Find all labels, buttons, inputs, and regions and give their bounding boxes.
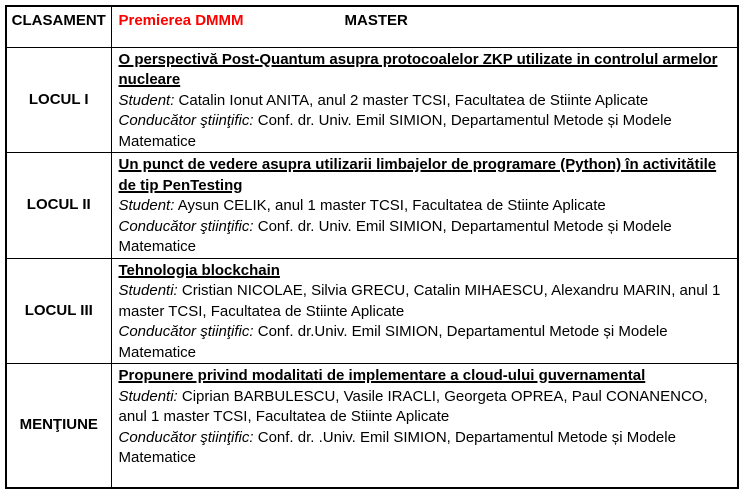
student-line — [119, 196, 732, 217]
advisor-names: Conf. dr. Univ. Emil SIMION, Departamentul Metode și Modele Matematice — [118, 112, 672, 150]
rank-label: LOCUL I — [6, 47, 111, 153]
student-line — [119, 281, 732, 322]
student-label: Student: — [118, 197, 175, 214]
table-row — [6, 364, 738, 488]
advisor-line — [119, 111, 732, 152]
entry-cell — [111, 47, 738, 153]
entry-cell — [111, 364, 738, 488]
entry-cell — [111, 258, 738, 364]
student-names: Aysun CELIK, anul 1 master TCSI, Facultatea de Stiinte Aplicate — [174, 197, 606, 214]
student-names: Ciprian BARBULESCU, Vasile IRACLI, Georgeta OPREA, Paul CONANENCO, anul 1 master TCSI, Facultatea de Stiinte Aplicate — [118, 387, 708, 425]
student-names: Catalin Ionut ANITA, anul 2 master TCSI, Facultatea de Stiinte Aplicate — [174, 91, 649, 109]
table-row — [6, 47, 738, 153]
advisor-label: Conducător ştiinţific: — [118, 323, 254, 340]
table-row — [6, 153, 738, 259]
advisor-line — [119, 428, 732, 469]
advisor-names: Conf. dr. .Univ. Emil SIMION, Departamentul Metode și Modele Matematice — [118, 428, 676, 466]
rank-label: LOCUL III — [6, 258, 111, 364]
event-column-header — [111, 6, 738, 47]
table-row — [6, 258, 738, 364]
event-title: Premierea DMMM — [118, 12, 244, 29]
advisor-label: Conducător ştiinţific: — [118, 217, 254, 235]
advisor-line — [119, 322, 732, 363]
awards-ranking-table — [5, 5, 739, 489]
student-label: Student: — [118, 91, 175, 109]
project-title: Tehnologia blockchain — [118, 261, 280, 279]
category-label: MASTER — [344, 12, 408, 29]
project-title: O perspectivă Post-Quantum asupra protocoalelor ZKP utilizate in controlul armelor nucleare — [118, 50, 718, 88]
rank-label: MENŢIUNE — [6, 364, 111, 488]
student-label: Studenti: — [118, 387, 178, 405]
student-label: Studenti: — [118, 282, 178, 299]
project-title: Un punct de vedere asupra utilizarii limbajelor de programare (Python) în activitătile de tip PenTesting — [118, 156, 717, 194]
rank-label: LOCUL II — [6, 153, 111, 259]
project-title: Propunere privind modalitati de implementare a cloud-ului guvernamental — [118, 367, 646, 384]
advisor-line — [119, 217, 732, 258]
advisor-label: Conducător ştiinţific: — [118, 428, 254, 446]
entry-cell — [111, 153, 738, 259]
advisor-names: Conf. dr. Univ. Emil SIMION, Departamentul Metode și Modele Matematice — [118, 217, 672, 255]
advisor-label: Conducător ştiinţific: — [118, 112, 254, 129]
student-line — [119, 91, 732, 112]
table-header-row — [6, 6, 738, 47]
advisor-names: Conf. dr.Univ. Emil SIMION, Departamentul Metode și Modele Matematice — [118, 323, 668, 361]
student-line — [119, 387, 732, 428]
student-names: Cristian NICOLAE, Silvia GRECU, Catalin MIHAESCU, Alexandru MARIN, anul 1 master TCSI, Facultatea de Stiinte Aplicate — [118, 282, 721, 320]
rank-column-header: CLASAMENT — [6, 6, 111, 47]
